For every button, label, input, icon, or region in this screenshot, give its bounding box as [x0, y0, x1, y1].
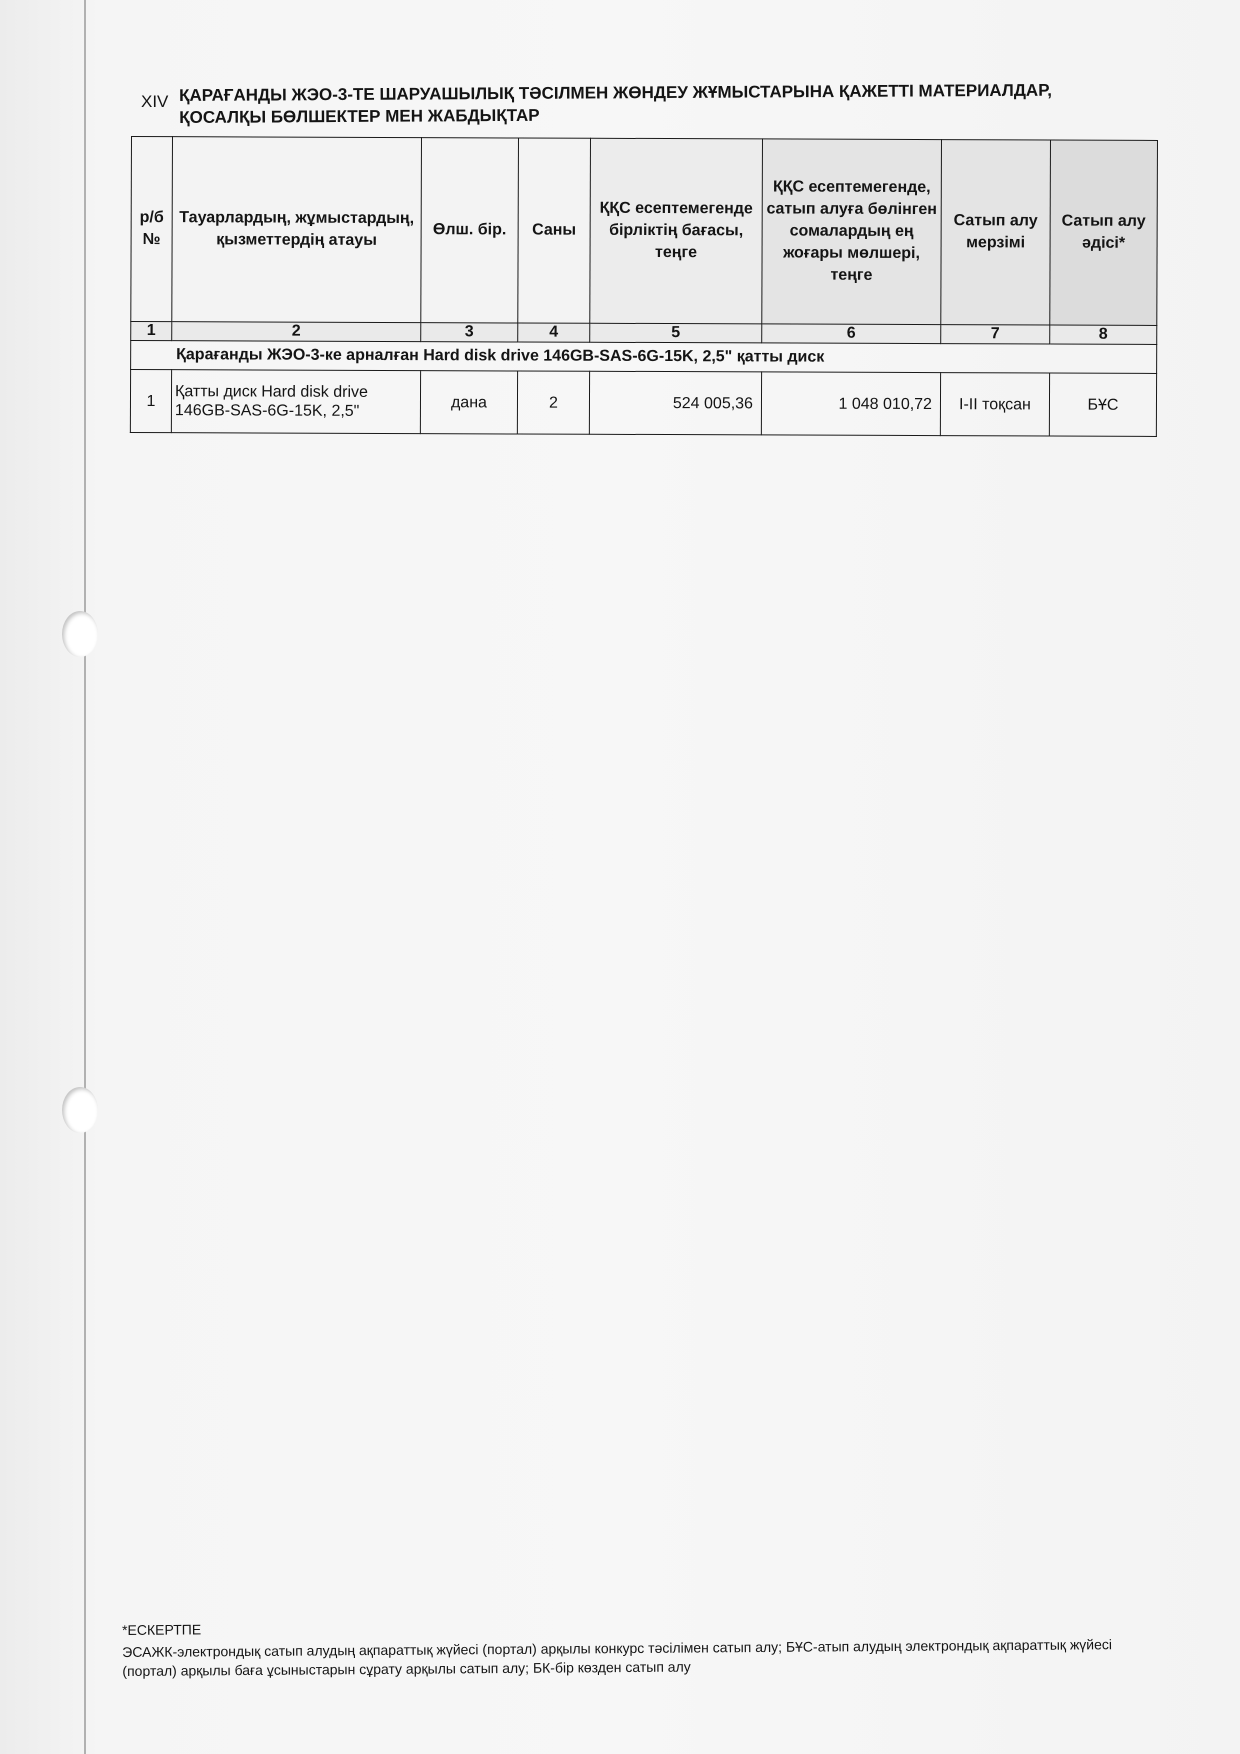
- procurement-table-wrapper: [130, 136, 1157, 437]
- binding-edge-line: [84, 0, 86, 1754]
- unit-price-cell: 524 005,36: [589, 371, 761, 435]
- unit-cell: дана: [420, 371, 517, 434]
- column-number: 4: [518, 323, 590, 342]
- header-procurement-method: Сатып алу әдісі*: [1050, 140, 1158, 325]
- section-title-line-1: ҚАРАҒАНДЫ ЖЭО-3-ТЕ ШАРУАШЫЛЫҚ ТӘСІЛМЕН ЖӨНДЕУ ЖҰМЫСТАРЫНА ҚАЖЕТТІ МАТЕРИАЛДАР,: [179, 80, 1052, 105]
- footnote-title: *ЕСКЕРТПЕ: [122, 1621, 202, 1638]
- column-number: 6: [762, 324, 941, 344]
- method-cell: БҰС: [1049, 373, 1156, 436]
- procurement-table: [130, 136, 1158, 437]
- total-amount-cell: 1 048 010,72: [761, 372, 940, 436]
- column-number: 5: [590, 323, 762, 343]
- column-number: 2: [172, 322, 421, 342]
- period-cell: I-II тоқсан: [940, 373, 1049, 436]
- header-procurement-period: Сатып алу мерзімі: [941, 140, 1051, 325]
- footnote-text: ЭСАЖК-электрондық сатып алудың ақпараттық жүйесі (портал) арқылы конкурс тәсілімен сатып алу; БҰС-атып алудың электрондық ақпараттық жүйесі (портал) арқылы баға ұсыныстарын сұрату арқылы сатып алу; БК-бір көзден сатып алу: [122, 1636, 1113, 1679]
- column-number: 3: [421, 323, 518, 342]
- punch-hole-icon: [62, 1087, 98, 1133]
- item-name-cell: Қатты диск Hard disk drive 146GB-SAS-6G-15K, 2,5": [171, 370, 420, 434]
- header-unit: Өлш. бір.: [421, 138, 519, 323]
- section-number: XIV: [141, 92, 169, 111]
- row-number-cell: 1: [130, 370, 171, 433]
- table-row: [130, 370, 1156, 437]
- group-title: Қарағанды ЖЭО-3-ке арналған Hard disk drive 146GB-SAS-6G-15K, 2,5" қатты диск: [131, 341, 1157, 374]
- column-number: 1: [131, 322, 172, 341]
- section-title-line-2: ҚОСАЛҚЫ БӨЛШЕКТЕР МЕН ЖАБДЫҚТАР: [179, 105, 540, 127]
- punch-hole-icon: [62, 611, 98, 657]
- column-number: 8: [1050, 325, 1157, 344]
- header-max-amount: ҚҚС есептемегенде, сатып алуға бөлінген сомалардың ең жоғары мөлшері, теңге: [762, 139, 942, 325]
- table-header-row: [131, 137, 1158, 326]
- group-title-row: [131, 341, 1157, 374]
- header-row-number: р/б №: [131, 137, 173, 322]
- column-number: 7: [941, 325, 1050, 344]
- quantity-cell: 2: [517, 371, 589, 434]
- header-unit-price: ҚҚС есептемегенде бірліктің бағасы, теңге: [590, 138, 763, 324]
- section-title: [179, 79, 1119, 129]
- footnote: [122, 1613, 1162, 1681]
- header-item-name: Тауарлардың, жұмыстардың, қызметтердің атауы: [172, 137, 422, 323]
- header-quantity: Саны: [518, 138, 591, 323]
